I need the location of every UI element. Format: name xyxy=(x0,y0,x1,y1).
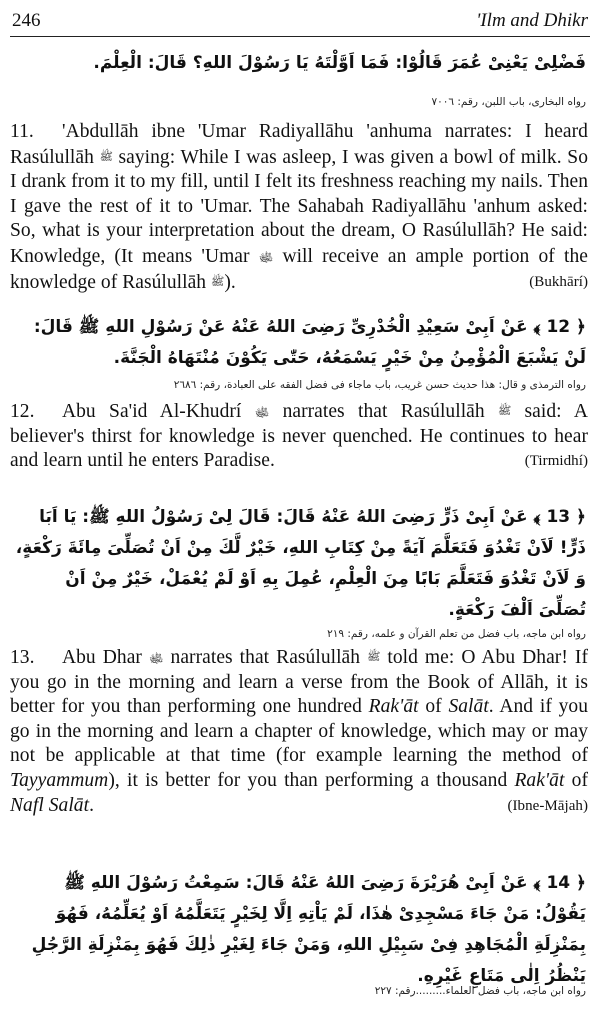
hadith-10-arabic: فَضْلِىْ يَعْنِىْ عُمَرَ قَالُوْا: فَمَا اَوَّلْتَهُ يَا رَسُوْلَ اللهِ؟ قَالَ: الْعِلْمَ. xyxy=(93,53,586,73)
hadith-14-arabic: ﴿ 14 ﴾ عَنْ اَبِىْ هُرَيْرَةَ رَضِىَ اللهُ عَنْهُ قَالَ: سَمِعْتُ رَسُوْلَ اللهِ ﷺ يَقُوْلُ: مَنْ جَاءَ مَسْجِدِىْ هٰذَا، لَمْ يَاْتِهِ اِلَّا لِخَيْرٍ يَتَعَلَّمُهُ اَوْ يُعَلِّمُهُ، فَهُوَ بِمَنْزِلَةِ الْمُجَاهِدِ فِىْ سَبِيْلِ اللهِ، وَمَنْ جَاءَ لِغَيْرِ ذٰلِكَ فَهُوَ بِمَنْزِلَةِ الرَّجُلِ يَنْظُرُ اِلٰى مَتَاعِ غَيْرِهِ. xyxy=(31,873,586,986)
hadith-12-number: 12. xyxy=(10,401,35,422)
running-title: 'Ilm and Dhikr xyxy=(476,10,588,31)
hadith-marker: ﴿ 14 ﴾ xyxy=(533,873,586,893)
salutation-icon: ﷺ xyxy=(497,404,512,417)
hadith-13-source: (Ibne-Mājah) xyxy=(507,797,588,814)
salutation-icon: ﷺ xyxy=(99,149,113,163)
hadith-11-source: (Bukhārí) xyxy=(529,273,588,290)
radiya-icon: ﵊ xyxy=(254,404,270,417)
hadith-11-number: 11. xyxy=(10,121,34,142)
hadith-12-arabic: ﴿ 12 ﴾ عَنْ اَبِىْ سَعِيْدِ الْخُدْرِىِّ رَضِىَ اللهُ عَنْهُ عَنْ رَسُوْلِ اللهِ ﷺ قَالَ: لَنْ يَشْبَعَ الْمُؤْمِنُ مِنْ خَيْرٍ يَسْمَعُهُ، حَتّٰى يَكُوْنَ مُنْتَهَاهُ الْجَنَّةَ. xyxy=(33,317,586,368)
radiya-icon: ﵊ xyxy=(148,650,164,663)
hadith-13-reference: رواه ابن ماجه، باب فضل من تعلم القرآن و علمه، رقم: ٢١٩ xyxy=(327,628,586,640)
salutation-icon: ﷺ xyxy=(211,274,225,288)
page-header xyxy=(10,6,590,36)
hadith-12-reference: رواه الترمذى و قال: هذا حديث حسن غريب، باب ماجاء فى فضل الفقه على العبادة، رقم: ٢٦٨٦ xyxy=(173,379,586,391)
hadith-13-number: 13. xyxy=(10,647,35,668)
hadith-14-reference: رواه ابن ماجه، باب فضل العلماء.........رقم: ٢٢٧ xyxy=(374,985,586,997)
radiya-icon: ﵊ xyxy=(258,248,274,262)
hadith-12-translation: 12. Abu Sa'id Al-Khudrí ﵊ narrates that Rasúlullāh ﷺ said: A believer's thirst for knowledge is never quenched. He continues to hear and learn until he enters Paradise. (Tirmidhí) xyxy=(10,399,588,474)
hadith-12-source: (Tirmidhí) xyxy=(524,453,588,470)
hadith-11-translation: 11. 'Abdullāh ibne 'Umar Radiyallāhu 'anhuma narrates: I heard Rasúlullāh ﷺ saying: While I was asleep, I was given a bowl of milk. So I drank from it to my fill, until I felt its freshness reaching my nails. Then I gave the rest of it to 'Umar. The Sahabah Radiyallāhu 'anhum asked: So, what is your interpretation about the dream, O Rasúlullāh? He said: Knowledge, (It means 'Umar ﵊ will receive an ample portion of the knowledge of Rasúlullāh ﷺ). (Bukhārí) xyxy=(10,121,588,293)
hadith-13-translation: 13. Abu Dhar ﵊ narrates that Rasúlullāh ﷺ told me: O Abu Dhar! If you go in the morning and learn a verse from the Book of Allāh, it is better for you than performing one hundred Rak'āt of Salāt. And if you go in the morning and learn a chapter of knowledge, which may or may not be applicable at that time (for example learning the method of Tayyammum), it is better for you than performing a thousand Rak'āt of Nafl Salāt. (Ibne-Mājah) xyxy=(10,645,588,818)
hadith-10-reference: رواه البخارى، باب اللبن، رقم: ٧٠٠٦ xyxy=(431,96,586,108)
header-rule xyxy=(10,36,590,37)
hadith-13-arabic: ﴿ 13 ﴾ عَنْ اَبِىْ ذَرٍّ رَضِىَ اللهُ عَنْهُ قَالَ: قَالَ لِىْ رَسُوْلُ اللهِ ﷺ: يَا اَبَا ذَرٍّ! لَاَنْ تَغْدُوَ فَتَعَلَّمَ آيَةً مِنْ كِتَابِ اللهِ، خَيْرٌ لَّكَ مِنْ اَنْ تُصَلِّىَ مِائَةَ رَكْعَةٍ، وَ لَاَنْ تَغْدُوَ فَتَعَلَّمَ بَابًا مِنَ الْعِلْمِ، عُمِلَ بِهِ اَوْ لَمْ يُعْمَلْ، خَيْرٌ مِنْ اَنْ تُصَلِّىَ اَلْفَ رَكْعَةٍ. xyxy=(15,507,586,620)
salutation-icon: ﷺ xyxy=(367,650,381,663)
page-number: 246 xyxy=(12,10,41,31)
hadith-marker: ﴿ 12 ﴾ xyxy=(533,317,586,337)
hadith-marker: ﴿ 13 ﴾ xyxy=(533,507,586,527)
